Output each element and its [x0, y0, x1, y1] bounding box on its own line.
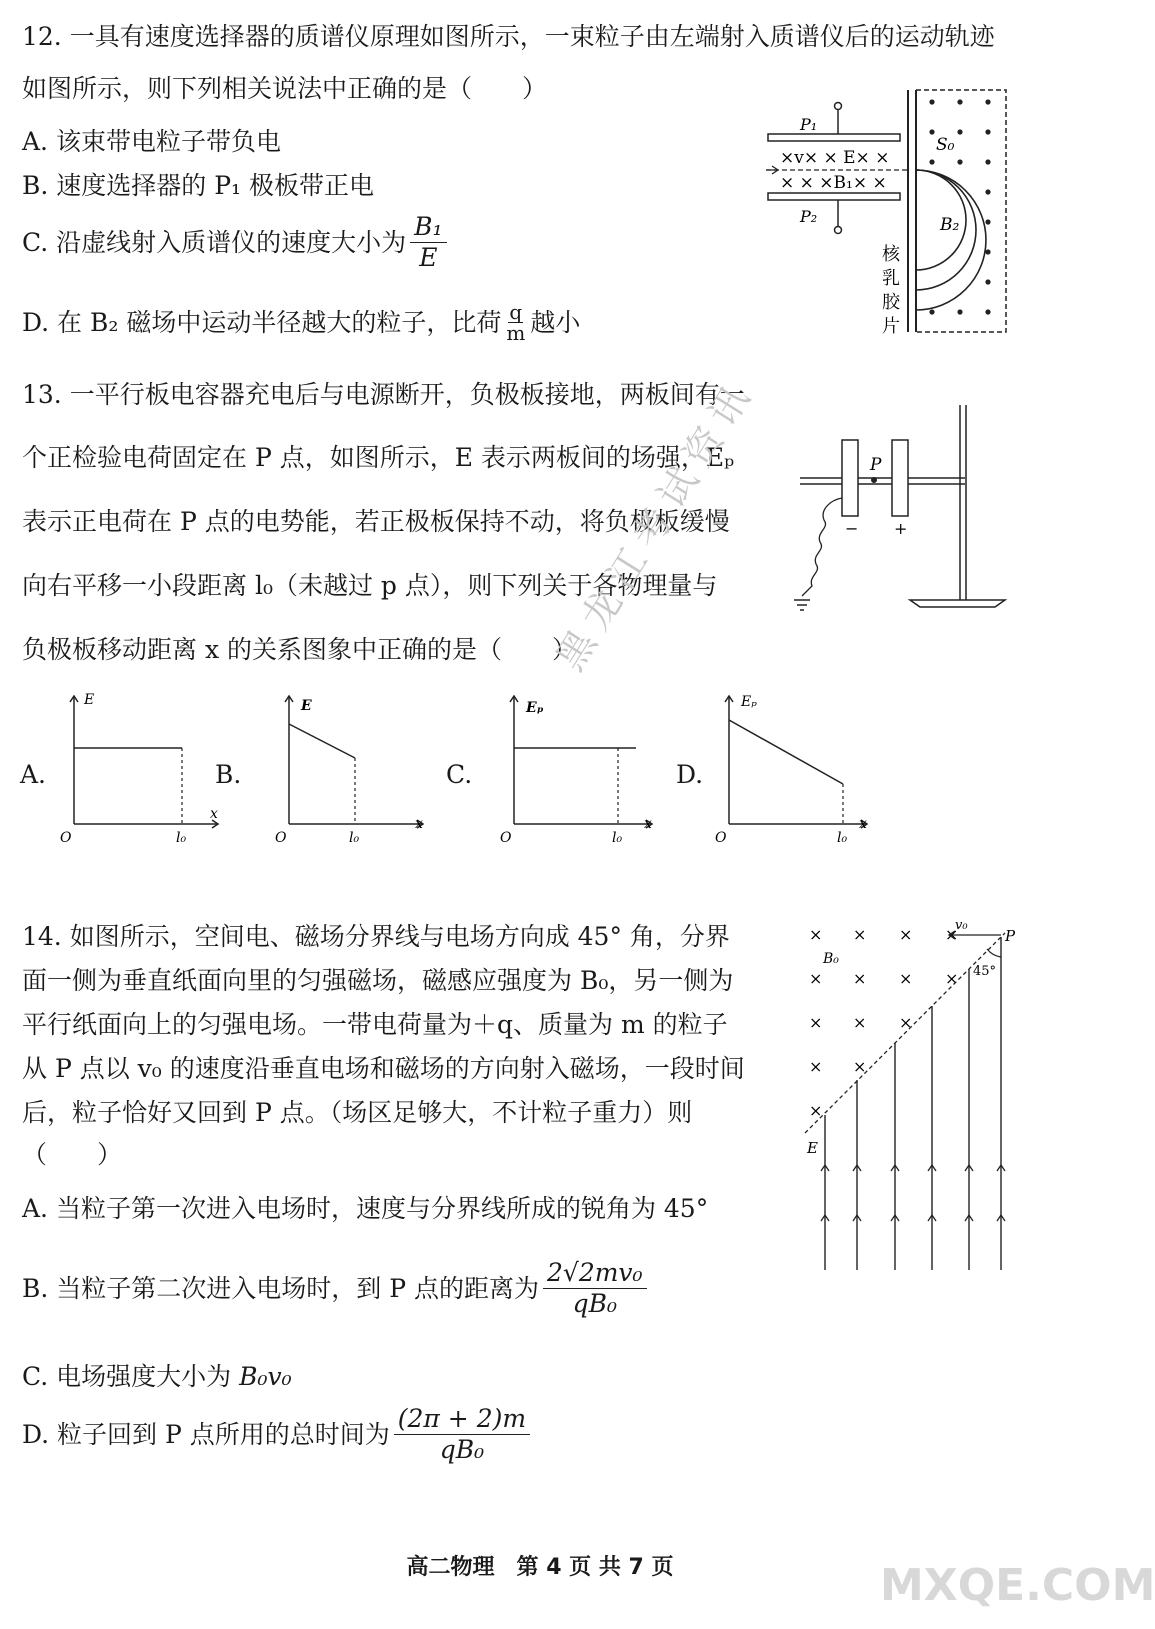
negative-plate — [842, 440, 858, 516]
q13-stem-line-4: 向右平移一小段距离 l₀（未越过 p 点），则下列关于各物理量与 — [22, 571, 718, 600]
watermark-text: 黑龙江考试资讯 — [547, 369, 764, 679]
q12-option-d — [22, 302, 580, 343]
label-p: P — [870, 455, 882, 475]
page-footer: 高二物理 第 4 页 共 7 页 — [406, 1555, 674, 1580]
origin-label: O — [500, 830, 512, 846]
q12-option-b: B. 速度选择器的 P₁ 极板带正电 — [22, 171, 375, 200]
field-dot — [929, 129, 934, 134]
q14-stem-line-5: 后，粒子恰好又回到 P 点。（场区足够大，不计粒子重力）则 — [22, 1098, 693, 1127]
field-dot — [985, 249, 990, 254]
fraction-numerator: (2π + 2)m — [394, 1404, 530, 1435]
q12-stem-line-2: 如图所示，则下列相关说法中正确的是（ ） — [22, 74, 548, 103]
cross-mark: × — [899, 1013, 913, 1032]
ground-wire — [802, 498, 842, 596]
cross-mark: × — [809, 1057, 823, 1076]
film-label-3: 胶 — [882, 292, 900, 313]
field-dot — [929, 99, 934, 104]
cross-mark: × — [945, 969, 959, 988]
cross-mark: × — [853, 1013, 867, 1032]
cross-mark: × — [899, 925, 913, 944]
terminal-dot — [835, 227, 842, 234]
field-arrows — [821, 1165, 1005, 1221]
x-label: x — [210, 806, 218, 822]
q14-option-c-text: C. 电场强度大小为 — [22, 1362, 232, 1391]
fraction-numerator: 2√2mv₀ — [543, 1258, 647, 1289]
x-label: x — [859, 816, 867, 832]
q13-stem-line-1: 13. 一平行板电容器充电后与电源断开，负极板接地，两板间有一 — [22, 380, 745, 409]
q14-option-c-value: B₀v₀ — [239, 1362, 292, 1391]
terminal-dot — [835, 103, 842, 110]
cross-mark: × — [809, 969, 823, 988]
q12-option-d-fraction — [505, 302, 526, 343]
q14-option-b-text: B. 当粒子第二次进入电场时，到 P 点的距离为 — [22, 1273, 539, 1303]
q14-stem-line-1: 14. 如图所示，空间电、磁场分界线与电场方向成 45° 角，分界 — [22, 922, 730, 951]
label-p1: P₁ — [800, 115, 818, 134]
q13-graph-b — [275, 690, 445, 850]
q14-option-c — [22, 1362, 292, 1392]
q13-graph-d — [715, 690, 885, 850]
q14-option-d — [22, 1404, 534, 1465]
q14-option-a: A. 当粒子第一次进入电场时，速度与分界线所成的锐角为 45° — [22, 1194, 709, 1223]
fraction-numerator: q — [509, 300, 523, 324]
label-b0: B₀ — [823, 951, 839, 967]
field-dot — [929, 309, 934, 314]
field-dot — [985, 279, 990, 284]
beam-arrow-icon — [766, 166, 778, 174]
y-label: E — [301, 698, 312, 714]
q13-graph-b-label: B. — [215, 760, 242, 789]
field-dot — [929, 159, 934, 164]
label-v0: v₀ — [955, 918, 968, 933]
fraction-denominator: E — [419, 243, 438, 272]
cross-mark: × — [809, 925, 823, 944]
cross-mark: × — [853, 1057, 867, 1076]
label-plus: + — [894, 519, 908, 538]
q13-graph-c — [500, 690, 670, 850]
x-label: x — [415, 816, 423, 832]
q12-mass-spectrometer-figure — [760, 90, 1020, 350]
l0-label: l₀ — [612, 830, 623, 846]
film-label-4: 片 — [882, 316, 900, 337]
q14-stem-line-2: 面一侧为垂直纸面向里的匀强磁场，磁感应强度为 B₀，另一侧为 — [22, 966, 734, 995]
cross-mark: × — [853, 925, 867, 944]
q14-stem-line-4: 从 P 点以 v₀ 的速度沿垂直电场和磁场的方向射入磁场，一段时间 — [22, 1054, 745, 1083]
field-dot — [985, 159, 990, 164]
field-row-top: ×v× × E× × — [780, 148, 890, 168]
label-e: E — [807, 1139, 818, 1157]
q12-option-c-text: C. 沿虚线射入质谱仪的速度大小为 — [22, 227, 407, 257]
field-dot — [985, 189, 990, 194]
q13-graph-a-label: A. — [20, 760, 47, 789]
film-label-2: 乳 — [882, 268, 900, 289]
plate-p2 — [768, 193, 900, 200]
fraction-denominator: qB₀ — [572, 1289, 617, 1318]
field-dot — [985, 219, 990, 224]
film-label-1: 核 — [882, 244, 900, 265]
fraction-denominator: qB₀ — [439, 1435, 485, 1464]
x-label: x — [644, 816, 652, 832]
b2-field-dots — [929, 99, 990, 314]
cross-mark: × — [809, 1013, 823, 1032]
q12-option-d-text: D. 在 B₂ 磁场中运动半径越大的粒子，比荷 — [22, 307, 502, 337]
field-dot — [985, 99, 990, 104]
q13-graph-c-label: C. — [446, 760, 473, 789]
q14-stem-line-6: （ ） — [22, 1140, 123, 1169]
q13-graph-a — [60, 690, 230, 850]
q14-stem-line-3: 平行纸面向上的匀强电场。一带电荷量为＋q、质量为 m 的粒子 — [22, 1010, 728, 1039]
cross-mark: × — [945, 925, 959, 944]
label-p2: P₂ — [800, 207, 818, 226]
q12-option-a: A. 该束带电粒子带负电 — [22, 127, 281, 156]
q13-graph-d-label: D. — [676, 760, 704, 789]
site-logo: MXQE.COM — [880, 1560, 1155, 1611]
l0-label: l₀ — [349, 830, 360, 846]
label-s0: S₀ — [936, 135, 955, 155]
q14-field-figure — [795, 915, 1025, 1275]
y-label: Eₚ — [526, 700, 544, 716]
label-minus: − — [845, 519, 859, 538]
b2-field-region — [916, 90, 1006, 332]
angle-arc — [987, 949, 1001, 957]
graph-line — [729, 720, 843, 784]
q14-option-b-fraction — [543, 1258, 647, 1319]
origin-label: O — [60, 830, 72, 846]
plate-p1 — [768, 134, 900, 141]
q12-option-c-fraction — [410, 212, 446, 273]
origin-label: O — [275, 830, 287, 846]
q12-option-d-suffix: 越小 — [530, 307, 581, 337]
fraction-denominator: m — [506, 321, 526, 345]
label-angle: 45° — [973, 964, 997, 979]
cross-mark: × — [899, 969, 913, 988]
positive-plate — [892, 440, 908, 516]
origin-label: O — [715, 830, 727, 846]
q13-stem-line-3: 表示正电荷在 P 点的电势能，若正极板保持不动，将负极板缓慢 — [22, 507, 730, 536]
field-dot — [957, 129, 962, 134]
cross-mark: × — [853, 969, 867, 988]
q14-option-d-fraction — [394, 1404, 530, 1465]
q13-stem-line-2: 个正检验电荷固定在 P 点，如图所示，E 表示两板间的场强，Eₚ — [22, 443, 735, 472]
label-b2: B₂ — [940, 215, 960, 235]
field-dot — [957, 99, 962, 104]
field-row-bottom: × × ×B₁× × — [780, 173, 887, 193]
field-dot — [957, 159, 962, 164]
label-p: P — [1005, 927, 1016, 945]
q13-capacitor-figure — [790, 400, 1020, 625]
field-dot — [985, 129, 990, 134]
stand-base — [910, 600, 1005, 607]
point-p-dot — [871, 477, 877, 483]
fraction-numerator: B₁ — [410, 212, 446, 243]
q14-option-d-text: D. 粒子回到 P 点所用的总时间为 — [22, 1419, 390, 1449]
q12-stem-line-1: 12. 一具有速度选择器的质谱仪原理如图所示，一束粒子由左端射入质谱仪后的运动轨迹 — [22, 22, 995, 51]
cross-mark: × — [809, 1101, 823, 1120]
y-label: Eₚ — [741, 694, 757, 710]
q13-stem-line-5: 负极板移动距离 x 的关系图象中正确的是（ ） — [22, 635, 577, 664]
l0-label: l₀ — [176, 830, 187, 846]
field-dot — [957, 309, 962, 314]
q14-option-b — [22, 1258, 651, 1319]
l0-label: l₀ — [837, 830, 848, 846]
graph-line — [289, 724, 355, 758]
field-dot — [985, 309, 990, 314]
y-label: E — [84, 692, 95, 708]
q12-option-c — [22, 212, 451, 273]
